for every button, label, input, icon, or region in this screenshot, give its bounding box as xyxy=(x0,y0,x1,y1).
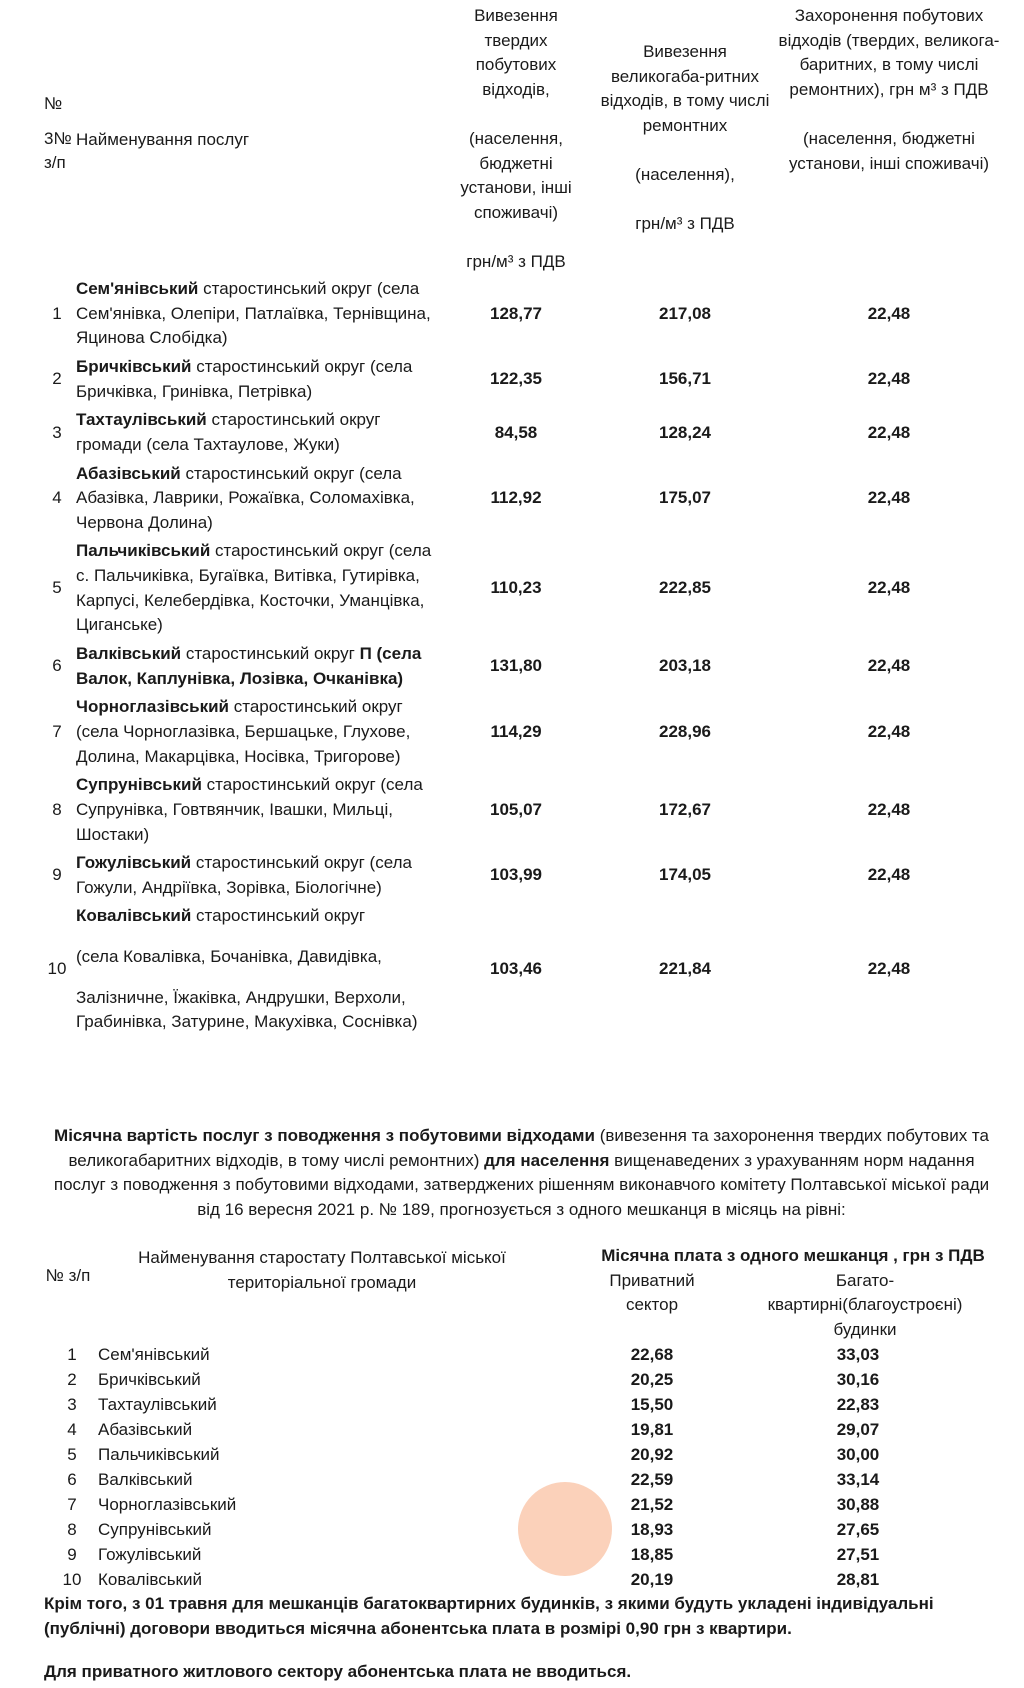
monthly-multi-value: 30,00 xyxy=(836,1444,880,1464)
value-disposal: 22,48 xyxy=(867,303,911,323)
paragraph-text-2: вищенаведених з урахуванням норм надання послуг з поводження з побутовими відходами, затверджених рішенням виконавчого комітету Полтавської міської ради від 16 вересня 2021 р. № 189, прогнозується з одного мешканця в місяць на рівні: xyxy=(53,1150,990,1219)
row-number: 4 xyxy=(52,488,62,508)
header-service-name xyxy=(76,4,436,275)
paragraph-bold-2: для населення xyxy=(484,1150,610,1170)
district-description: старостинський округ xyxy=(181,644,360,664)
monthly-row-number: 4 xyxy=(67,1419,77,1439)
value-solid-waste: 84,58 xyxy=(494,422,538,442)
value-solid-waste: 110,23 xyxy=(490,578,542,598)
header-col-bulky-waste xyxy=(596,4,774,275)
value-solid-waste: 114,29 xyxy=(490,721,542,741)
monthly-row-name: Гожулівський xyxy=(98,1544,202,1564)
header-line: установи, інші споживачі) xyxy=(788,153,990,173)
monthly-header-private: Приватний сектор xyxy=(609,1270,695,1315)
value-disposal: 22,48 xyxy=(867,422,911,442)
monthly-row-name: Супрунівський xyxy=(98,1519,212,1539)
district-description: старостинський округ (села Абазівка, Лаврики, Рожаївка, Соломахівка, Червона Долина) xyxy=(76,463,415,532)
district-name: Сем'янівський xyxy=(76,279,199,299)
tariff-row xyxy=(44,275,1004,353)
district-description: старостинський округ громади (села Тахтаулове, Жуки) xyxy=(76,410,381,454)
value-solid-waste: 105,07 xyxy=(490,799,542,819)
header-line: великогаба-ритних xyxy=(610,66,760,86)
row-service-name xyxy=(76,771,436,849)
header-line: ремонтних), грн м³ з ПДВ xyxy=(789,79,989,99)
value-solid-waste: 103,99 xyxy=(490,865,542,885)
tariff-table-body xyxy=(44,275,1004,1037)
monthly-multi-value: 30,88 xyxy=(836,1494,880,1514)
district-name: Гожулівський xyxy=(76,853,192,873)
row-service-name xyxy=(76,353,436,406)
row-number: 2 xyxy=(52,369,62,389)
value-bulky-waste: 222,85 xyxy=(659,578,711,598)
tariff-row xyxy=(44,640,1004,693)
monthly-row-number: 7 xyxy=(67,1494,77,1514)
row-number: 6 xyxy=(52,656,62,676)
header-col-solid-waste xyxy=(436,4,596,275)
monthly-row-name: Бричківський xyxy=(98,1369,201,1389)
monthly-private-value: 20,92 xyxy=(630,1444,674,1464)
tariff-row xyxy=(44,849,1004,902)
value-disposal: 22,48 xyxy=(867,578,911,598)
district-name: Бричківський xyxy=(76,356,192,376)
tariff-row xyxy=(44,353,1004,406)
header-line: установи, інші xyxy=(460,178,572,198)
header-line: Вивезення xyxy=(643,42,727,61)
monthly-private-value: 21,52 xyxy=(630,1494,674,1514)
district-name: Супрунівський xyxy=(76,775,202,795)
header-line: баритних, в тому числі xyxy=(799,55,979,75)
district-name: Валківський xyxy=(76,644,182,664)
monthly-private-value: 22,68 xyxy=(630,1344,674,1364)
monthly-row-number: 9 xyxy=(67,1544,77,1564)
note-private-sector: Для приватного житлового сектору абонентська плата не вводиться. xyxy=(44,1662,632,1681)
monthly-private-value: 19,81 xyxy=(630,1419,674,1439)
monthly-row-name: Валківський xyxy=(98,1469,193,1489)
value-solid-waste: 103,46 xyxy=(490,959,542,979)
header-line xyxy=(596,188,774,213)
note-subscription-fee: Крім того, з 01 травня для мешканців багатоквартирних будинків, з якими будуть укладені індивідуальні (публічні) договори вводиться місячна абонентська плата в розмірі 0,90 грн з квартири. xyxy=(44,1594,934,1638)
value-bulky-waste: 203,18 xyxy=(659,656,711,676)
monthly-row xyxy=(44,1343,994,1368)
value-disposal: 22,48 xyxy=(867,488,911,508)
header-line xyxy=(596,139,774,164)
header-line xyxy=(436,103,596,128)
header-col-disposal xyxy=(774,4,1004,275)
monthly-row xyxy=(44,1568,994,1593)
district-description: старостинський округ (села Супрунівка, Говтвянчик, Івашки, Мильці, Шостаки) xyxy=(76,775,423,844)
header-line: (населення), xyxy=(635,165,735,185)
value-solid-waste: 112,92 xyxy=(490,488,542,508)
row-service-name xyxy=(76,275,436,353)
value-bulky-waste: 175,07 xyxy=(659,488,711,508)
header-line: відходів, xyxy=(482,79,550,99)
monthly-row-name: Сем'янівський xyxy=(98,1344,210,1364)
header-line: грн/м³ з ПДВ xyxy=(466,252,566,272)
monthly-private-value: 15,50 xyxy=(630,1394,674,1414)
monthly-header-group: Місячна плата з одного мешканця , грн з ПДВ xyxy=(601,1246,985,1265)
monthly-private-value: 22,59 xyxy=(630,1469,674,1489)
row-service-name xyxy=(76,537,436,640)
monthly-row xyxy=(44,1443,994,1468)
monthly-header-num: № з/п xyxy=(45,1266,91,1285)
monthly-row-number: 6 xyxy=(67,1469,77,1489)
header-line: Захоронення побутових xyxy=(794,6,984,25)
tariff-row xyxy=(44,406,1004,459)
monthly-row xyxy=(44,1543,994,1568)
monthly-multi-value: 33,03 xyxy=(836,1344,880,1364)
district-name: Тахтаулівський xyxy=(76,410,207,430)
row-number: 1 xyxy=(52,303,62,323)
monthly-private-value: 18,93 xyxy=(630,1519,674,1539)
tariff-table xyxy=(44,4,1004,1037)
monthly-private-value: 20,19 xyxy=(630,1569,674,1589)
monthly-row-number: 2 xyxy=(67,1369,77,1389)
district-name: Чорноглазівський xyxy=(76,697,229,717)
value-disposal: 22,48 xyxy=(867,656,911,676)
row-service-name xyxy=(76,693,436,771)
monthly-row xyxy=(44,1418,994,1443)
value-disposal: 22,48 xyxy=(867,721,911,741)
header-line: Вивезення xyxy=(474,6,558,25)
monthly-multi-value: 28,81 xyxy=(836,1569,880,1589)
header-line: бюджетні xyxy=(479,153,553,173)
value-solid-waste: 122,35 xyxy=(490,369,542,389)
district-description: старостинський округ (села Чорноглазівка, Бершацьке, Глухове, Долина, Макарцівка, Носівка, Тригорове) xyxy=(76,697,411,766)
row-service-name xyxy=(76,640,436,693)
header-line xyxy=(436,226,596,251)
header-num-sub: 3№ з/п xyxy=(44,128,72,173)
tariff-row xyxy=(44,460,1004,538)
tariff-row xyxy=(44,771,1004,849)
header-line: твердих xyxy=(484,30,548,50)
district-name: Абазівський xyxy=(76,463,181,483)
paragraph-bold-1: Місячна вартість послуг з поводження з побутовими відходами xyxy=(54,1126,595,1145)
monthly-row-number: 10 xyxy=(62,1569,82,1589)
value-bulky-waste: 217,08 xyxy=(659,303,711,323)
monthly-row-number: 5 xyxy=(67,1444,77,1464)
header-line: грн/м³ з ПДВ xyxy=(635,214,735,234)
header-line: ремонтних xyxy=(642,115,728,135)
district-villages-cont: Залізничне, Їжаківка, Андрушки, Верхоли, Грабинівка, Затурине, Макухівка, Соснівка) xyxy=(76,987,418,1032)
monthly-row-name: Чорноглазівський xyxy=(98,1494,237,1514)
district-name: Пальчиківський xyxy=(76,541,211,561)
row-number: 5 xyxy=(52,578,62,598)
district-villages: (села Ковалівка, Бочанівка, Давидівка, xyxy=(76,947,382,967)
value-bulky-waste: 228,96 xyxy=(659,721,711,741)
monthly-multi-value: 30,16 xyxy=(836,1369,880,1389)
header-line: відходів, в тому числі xyxy=(600,91,770,111)
value-bulky-waste: 172,67 xyxy=(659,799,711,819)
header-line: (населення, xyxy=(469,129,563,149)
district-description: старостинський округ (села с. Пальчиківка, Бугаївка, Витівка, Гутирівка, Карпусі, Келебердівка, Косточки, Уманцівка, Циганське) xyxy=(76,541,432,635)
value-solid-waste: 131,80 xyxy=(490,656,542,676)
tariff-row xyxy=(44,537,1004,640)
header-line: побутових xyxy=(475,55,557,75)
district-description: старостинський округ xyxy=(191,906,366,926)
value-disposal: 22,48 xyxy=(867,865,911,885)
monthly-row-number: 1 xyxy=(67,1344,77,1364)
monthly-row xyxy=(44,1368,994,1393)
monthly-row-name: Тахтаулівський xyxy=(98,1394,217,1414)
touch-indicator xyxy=(518,1482,612,1576)
monthly-row-name: Абазівський xyxy=(98,1419,193,1439)
row-number: 7 xyxy=(52,721,62,741)
district-description: старостинський округ (села Бричківка, Гринівка, Петрівка) xyxy=(76,356,413,401)
district-description: старостинський округ (села Сем'янівка, Олепіри, Патлаївка, Тернівщина, Яцинова Слобідка) xyxy=(76,279,431,348)
value-disposal: 22,48 xyxy=(867,369,911,389)
row-service-name xyxy=(76,406,436,459)
district-name: Ковалівський xyxy=(76,906,192,926)
monthly-private-value: 20,25 xyxy=(630,1369,674,1389)
tariff-table-header xyxy=(44,4,1004,275)
header-line: відходів (твердих, великога- xyxy=(778,30,1000,50)
row-number: 9 xyxy=(52,865,62,885)
header-line xyxy=(774,103,1004,128)
row-number: 8 xyxy=(52,799,62,819)
row-number: 3 xyxy=(52,422,62,442)
monthly-table-body xyxy=(44,1343,994,1593)
monthly-row-name: Пальчиківський xyxy=(98,1444,220,1464)
monthly-multi-value: 27,65 xyxy=(836,1519,880,1539)
value-bulky-waste: 221,84 xyxy=(659,959,711,979)
district-description-bold: П (села Валок, Каплунівка, Лозівка, Очканівка) xyxy=(76,644,422,688)
header-num xyxy=(44,4,76,275)
header-service-name-text: Найменування послуг xyxy=(76,130,250,149)
monthly-header-row-1 xyxy=(44,1244,994,1269)
monthly-multi-value: 22,83 xyxy=(836,1394,880,1414)
row-service-name xyxy=(76,460,436,538)
tariff-row xyxy=(44,902,1004,1037)
monthly-cost-paragraph xyxy=(44,1124,999,1223)
district-description: старостинський округ (села Гожули, Андріївка, Зорівка, Біологічне) xyxy=(76,853,412,897)
value-disposal: 22,48 xyxy=(867,959,911,979)
monthly-row-number: 3 xyxy=(67,1394,77,1414)
monthly-header-multi: Багато-квартирні(благоустроєні) будинки xyxy=(767,1270,963,1339)
monthly-row-name: Ковалівський xyxy=(98,1569,202,1589)
value-bulky-waste: 128,24 xyxy=(659,422,711,442)
header-num-symbol: № xyxy=(44,94,63,113)
value-bulky-waste: 156,71 xyxy=(659,369,711,389)
row-service-name xyxy=(76,902,436,1037)
monthly-private-value: 18,85 xyxy=(630,1544,674,1564)
monthly-row xyxy=(44,1393,994,1418)
monthly-multi-value: 33,14 xyxy=(836,1469,880,1489)
monthly-header-name: Найменування старостату Полтавської міської територіальної громади xyxy=(138,1248,506,1292)
monthly-row-number: 8 xyxy=(67,1519,77,1539)
monthly-multi-value: 27,51 xyxy=(836,1544,880,1564)
paragraph-text-1: (вивезення та захоронення твердих побутових та великогабаритних відходів, в тому числі ремонтних) xyxy=(68,1126,989,1170)
value-bulky-waste: 174,05 xyxy=(659,865,711,885)
value-solid-waste: 128,77 xyxy=(490,303,542,323)
tariff-row xyxy=(44,693,1004,771)
value-disposal: 22,48 xyxy=(867,799,911,819)
monthly-row xyxy=(44,1468,994,1493)
row-number: 10 xyxy=(47,959,67,979)
header-line: (населення, бюджетні xyxy=(803,129,975,149)
monthly-multi-value: 29,07 xyxy=(836,1419,880,1439)
monthly-row xyxy=(44,1493,994,1518)
header-line: споживачі) xyxy=(473,203,559,223)
row-service-name xyxy=(76,849,436,902)
